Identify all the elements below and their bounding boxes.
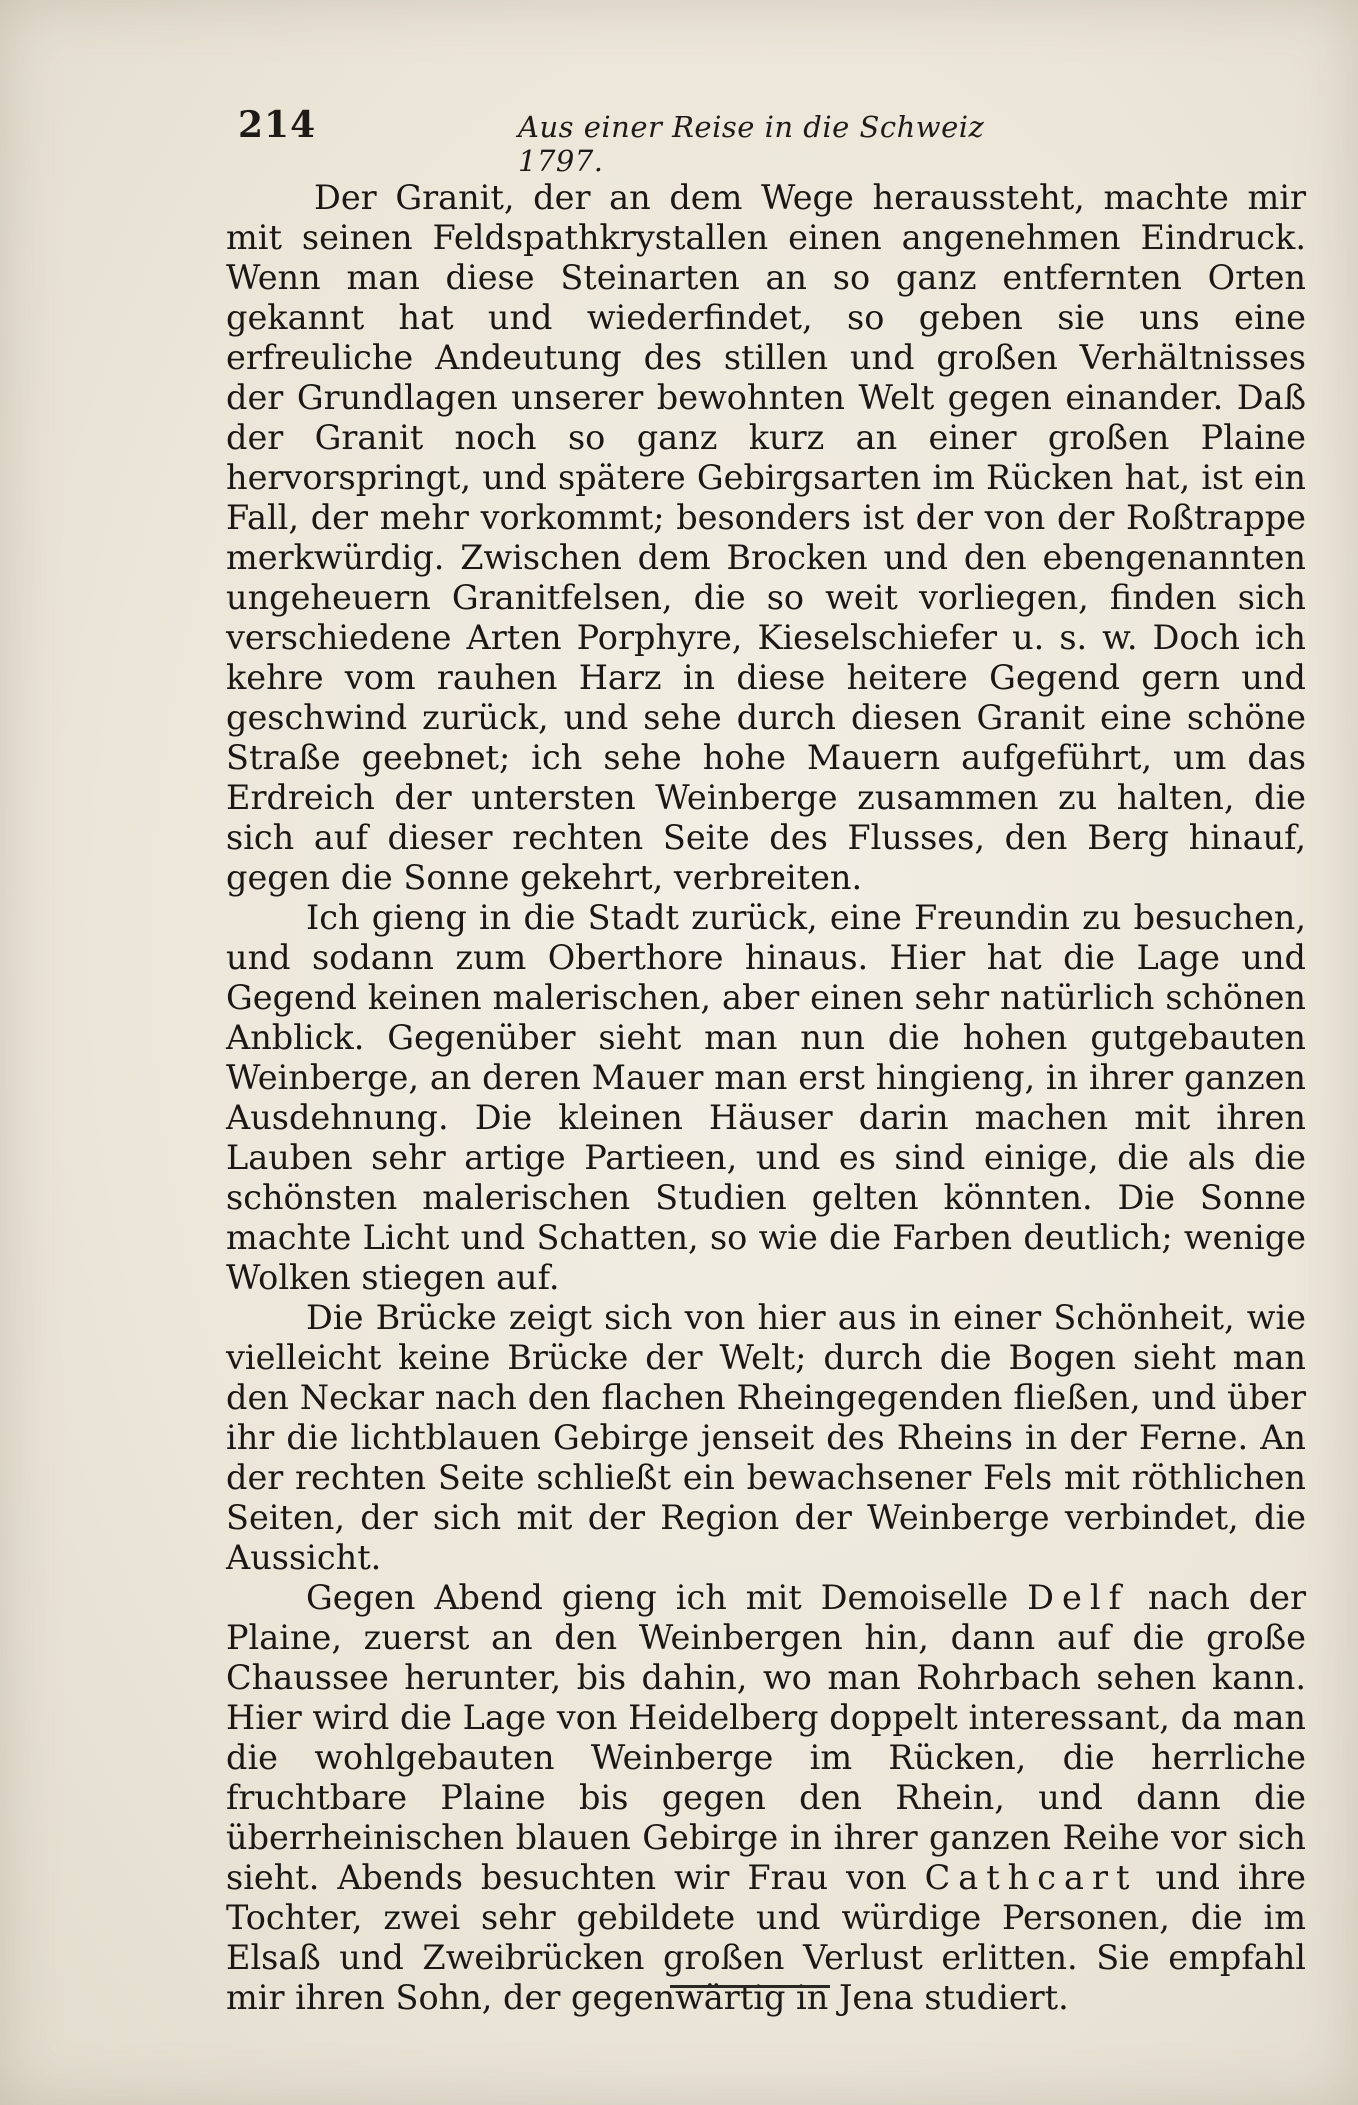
name-delf: Delf [1027, 1578, 1129, 1617]
end-rule [670, 1985, 830, 1988]
paragraph-abend-part-3: und ihre Tochter, zwei sehr gebildete und würdige Personen, die im Elsaß und Zweibrücken großen Verlust erlitten. Sie empfahl mir ihren Sohn, der gegenwärtig in Jena studiert. [226, 1858, 1306, 2017]
paragraph-granit: Der Granit, der an dem Wege heraussteht, machte mir mit seinen Feldspathkrystallen einen angenehmen Eindruck. Wenn man diese Steinarten an so ganz entfernten Orten gekannt hat und wiederfindet, so geben sie uns eine erfreuliche Andeutung des stillen und großen Verhältnisses der Grundlagen unserer bewohnten Welt gegen einander. Daß der Granit noch so ganz kurz an einer großen Plaine hervorspringt, und spätere Gebirgsarten im Rücken hat, ist ein Fall, der mehr vorkommt; besonders ist der von der Roßtrappe merkwürdig. Zwischen dem Brocken und den ebengenannten ungeheuern Granitfelsen, die so weit vorliegen, finden sich verschiedene Arten Porphyre, Kieselschiefer u. s. w. Doch ich kehre vom rauhen Harz in diese heitere Gegend gern und geschwind zurück, und sehe durch diesen Granit eine schöne Straße geebnet; ich sehe hohe Mauern aufgeführt, um das Erdreich der untersten Weinberge zusammen zu halten, die sich auf dieser rechten Seite des Flusses, den Berg hinauf, gegen die Sonne gekehrt, verbreiten. [226, 178, 1306, 897]
paragraph-abend-part-1: Gegen Abend gieng ich mit Demoiselle [306, 1578, 1028, 1617]
paragraph-abend-part-2: nach der Plaine, zuerst an den Weinbergen hin, dann auf die große Chaussee herunter, bis dahin, wo man Rohrbach sehen kann. Hier wird die Lage von Heidelberg doppelt interessant, da man die wohlgebauten Weinberge im Rücken, die herrliche fruchtbare Plaine bis gegen den Rhein, und dann die überrheinischen blauen Gebirge in ihrer ganzen Reihe vor sich sieht. Abends besuchten wir Frau von [226, 1578, 1306, 1897]
page-number: 214 [238, 104, 317, 146]
page-header [238, 104, 1038, 178]
name-cathcart: Cathcart [924, 1858, 1138, 1897]
paragraph-bruecke: Die Brücke zeigt sich von hier aus in einer Schönheit, wie vielleicht keine Brücke der Welt; durch die Bogen sieht man den Neckar nach den flachen Rheingegenden fließen, und über ihr die lichtblauen Gebirge jenseit des Rheins in der Ferne. An der rechten Seite schließt ein bewachsener Fels mit röthlichen Seiten, der sich mit der Region der Weinberge verbindet, die Aussicht. [226, 1298, 1306, 1577]
body-text [226, 178, 1306, 2018]
running-head: Aus einer Reise in die Schweiz 1797. [518, 110, 985, 178]
paragraph-abend [226, 1578, 1306, 2018]
paragraph-stadt: Ich gieng in die Stadt zurück, eine Freundin zu besuchen, und sodann zum Oberthore hinaus. Hier hat die Lage und Gegend keinen malerischen, aber einen sehr natürlich schönen Anblick. Gegenüber sieht man nun die hohen gutgebauten Weinberge, an deren Mauer man erst hingieng, in ihrer ganzen Ausdehnung. Die kleinen Häuser darin machen mit ihren Lauben sehr artige Partieen, und es sind einige, die als die schönsten malerischen Studien gelten könnten. Die Sonne machte Licht und Schatten, so wie die Farben deutlich; wenige Wolken stiegen auf. [226, 898, 1306, 1297]
